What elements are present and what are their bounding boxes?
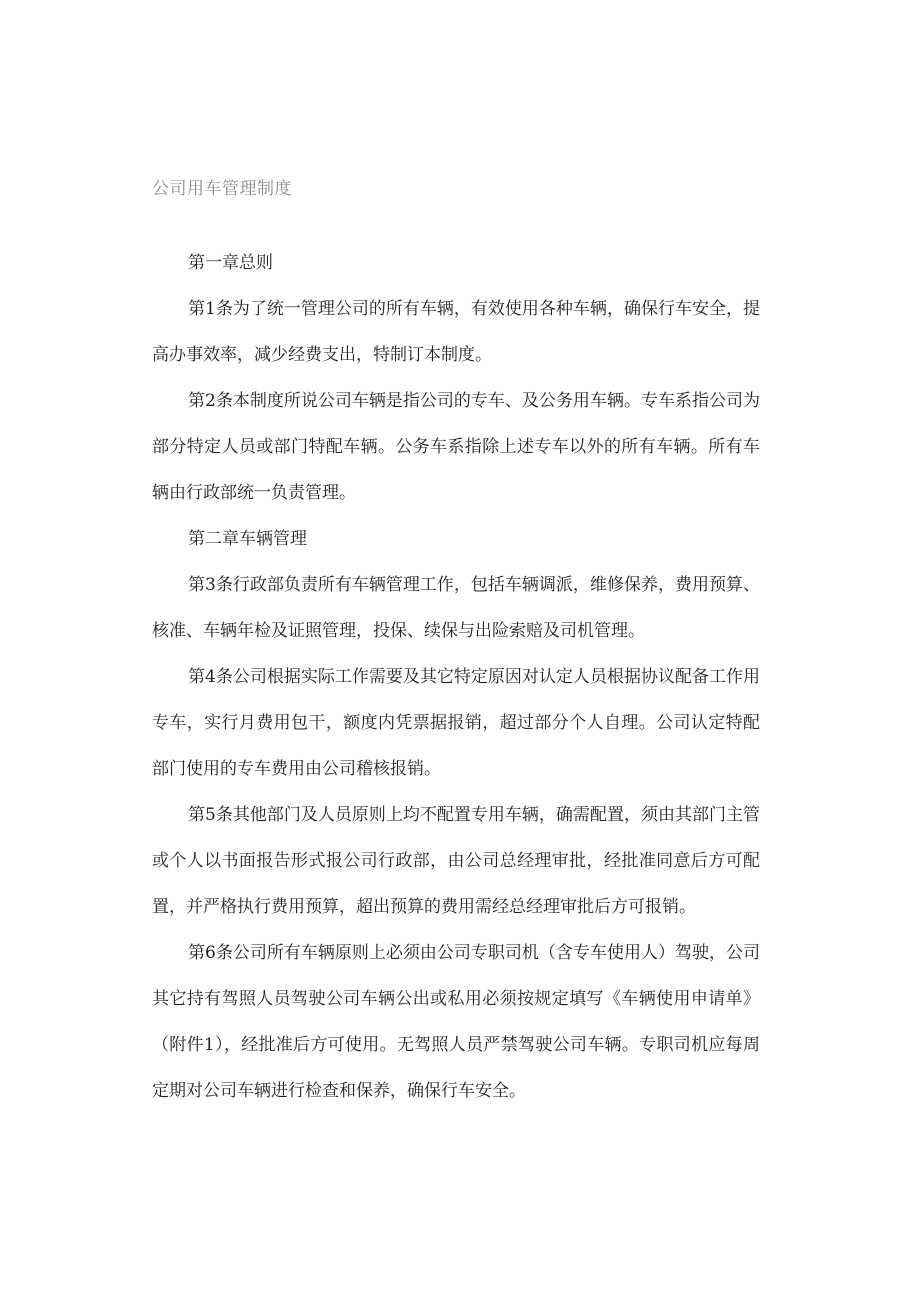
article-5: 第5条其他部门及人员原则上均不配置专用车辆，确需配置，须由其部门主管或个人以书面报告形式报公司行政部，由公司总经理审批，经批准同意后方可配置，并严格执行费用预算，超出预算的费用需经总经理审批后方可报销。: [152, 805, 760, 917]
article-1: 第1条为了统一管理公司的所有车辆，有效使用各种车辆，确保行车安全，提高办事效率，减少经费支出，特制订本制度。: [152, 299, 760, 365]
article-6: 第6条公司所有车辆原则上必须由公司专职司机（含专车使用人）驾驶，公司其它持有驾照人员驾驶公司车辆公出或私用必须按规定填写《车辆使用申请单》（附件1），经批准后方可使用。无驾照人员严禁驾驶公司车辆。专职司机应每周定期对公司车辆进行检查和保养，确保行车安全。: [152, 943, 760, 1101]
document-title: 公司用车管理制度: [152, 179, 292, 199]
chapter-heading-1: 第一章总则: [188, 253, 273, 273]
article-4: 第4条公司根据实际工作需要及其它特定原因对认定人员根据协议配备工作用专车，实行月费用包干，额度内凭票据报销，超过部分个人自理。公司认定特配部门使用的专车费用由公司稽核报销。: [152, 667, 760, 779]
chapter-heading-2: 第二章车辆管理: [188, 529, 307, 549]
article-2: 第2条本制度所说公司车辆是指公司的专车、及公务用车辆。专车系指公司为部分特定人员或部门特配车辆。公务车系指除上述专车以外的所有车辆。所有车辆由行政部统一负责管理。: [152, 391, 760, 503]
article-3: 第3条行政部负责所有车辆管理工作，包括车辆调派，维修保养，费用预算、核准、车辆年检及证照管理，投保、续保与出险索赔及司机管理。: [152, 575, 760, 641]
document-body: [152, 240, 760, 1114]
